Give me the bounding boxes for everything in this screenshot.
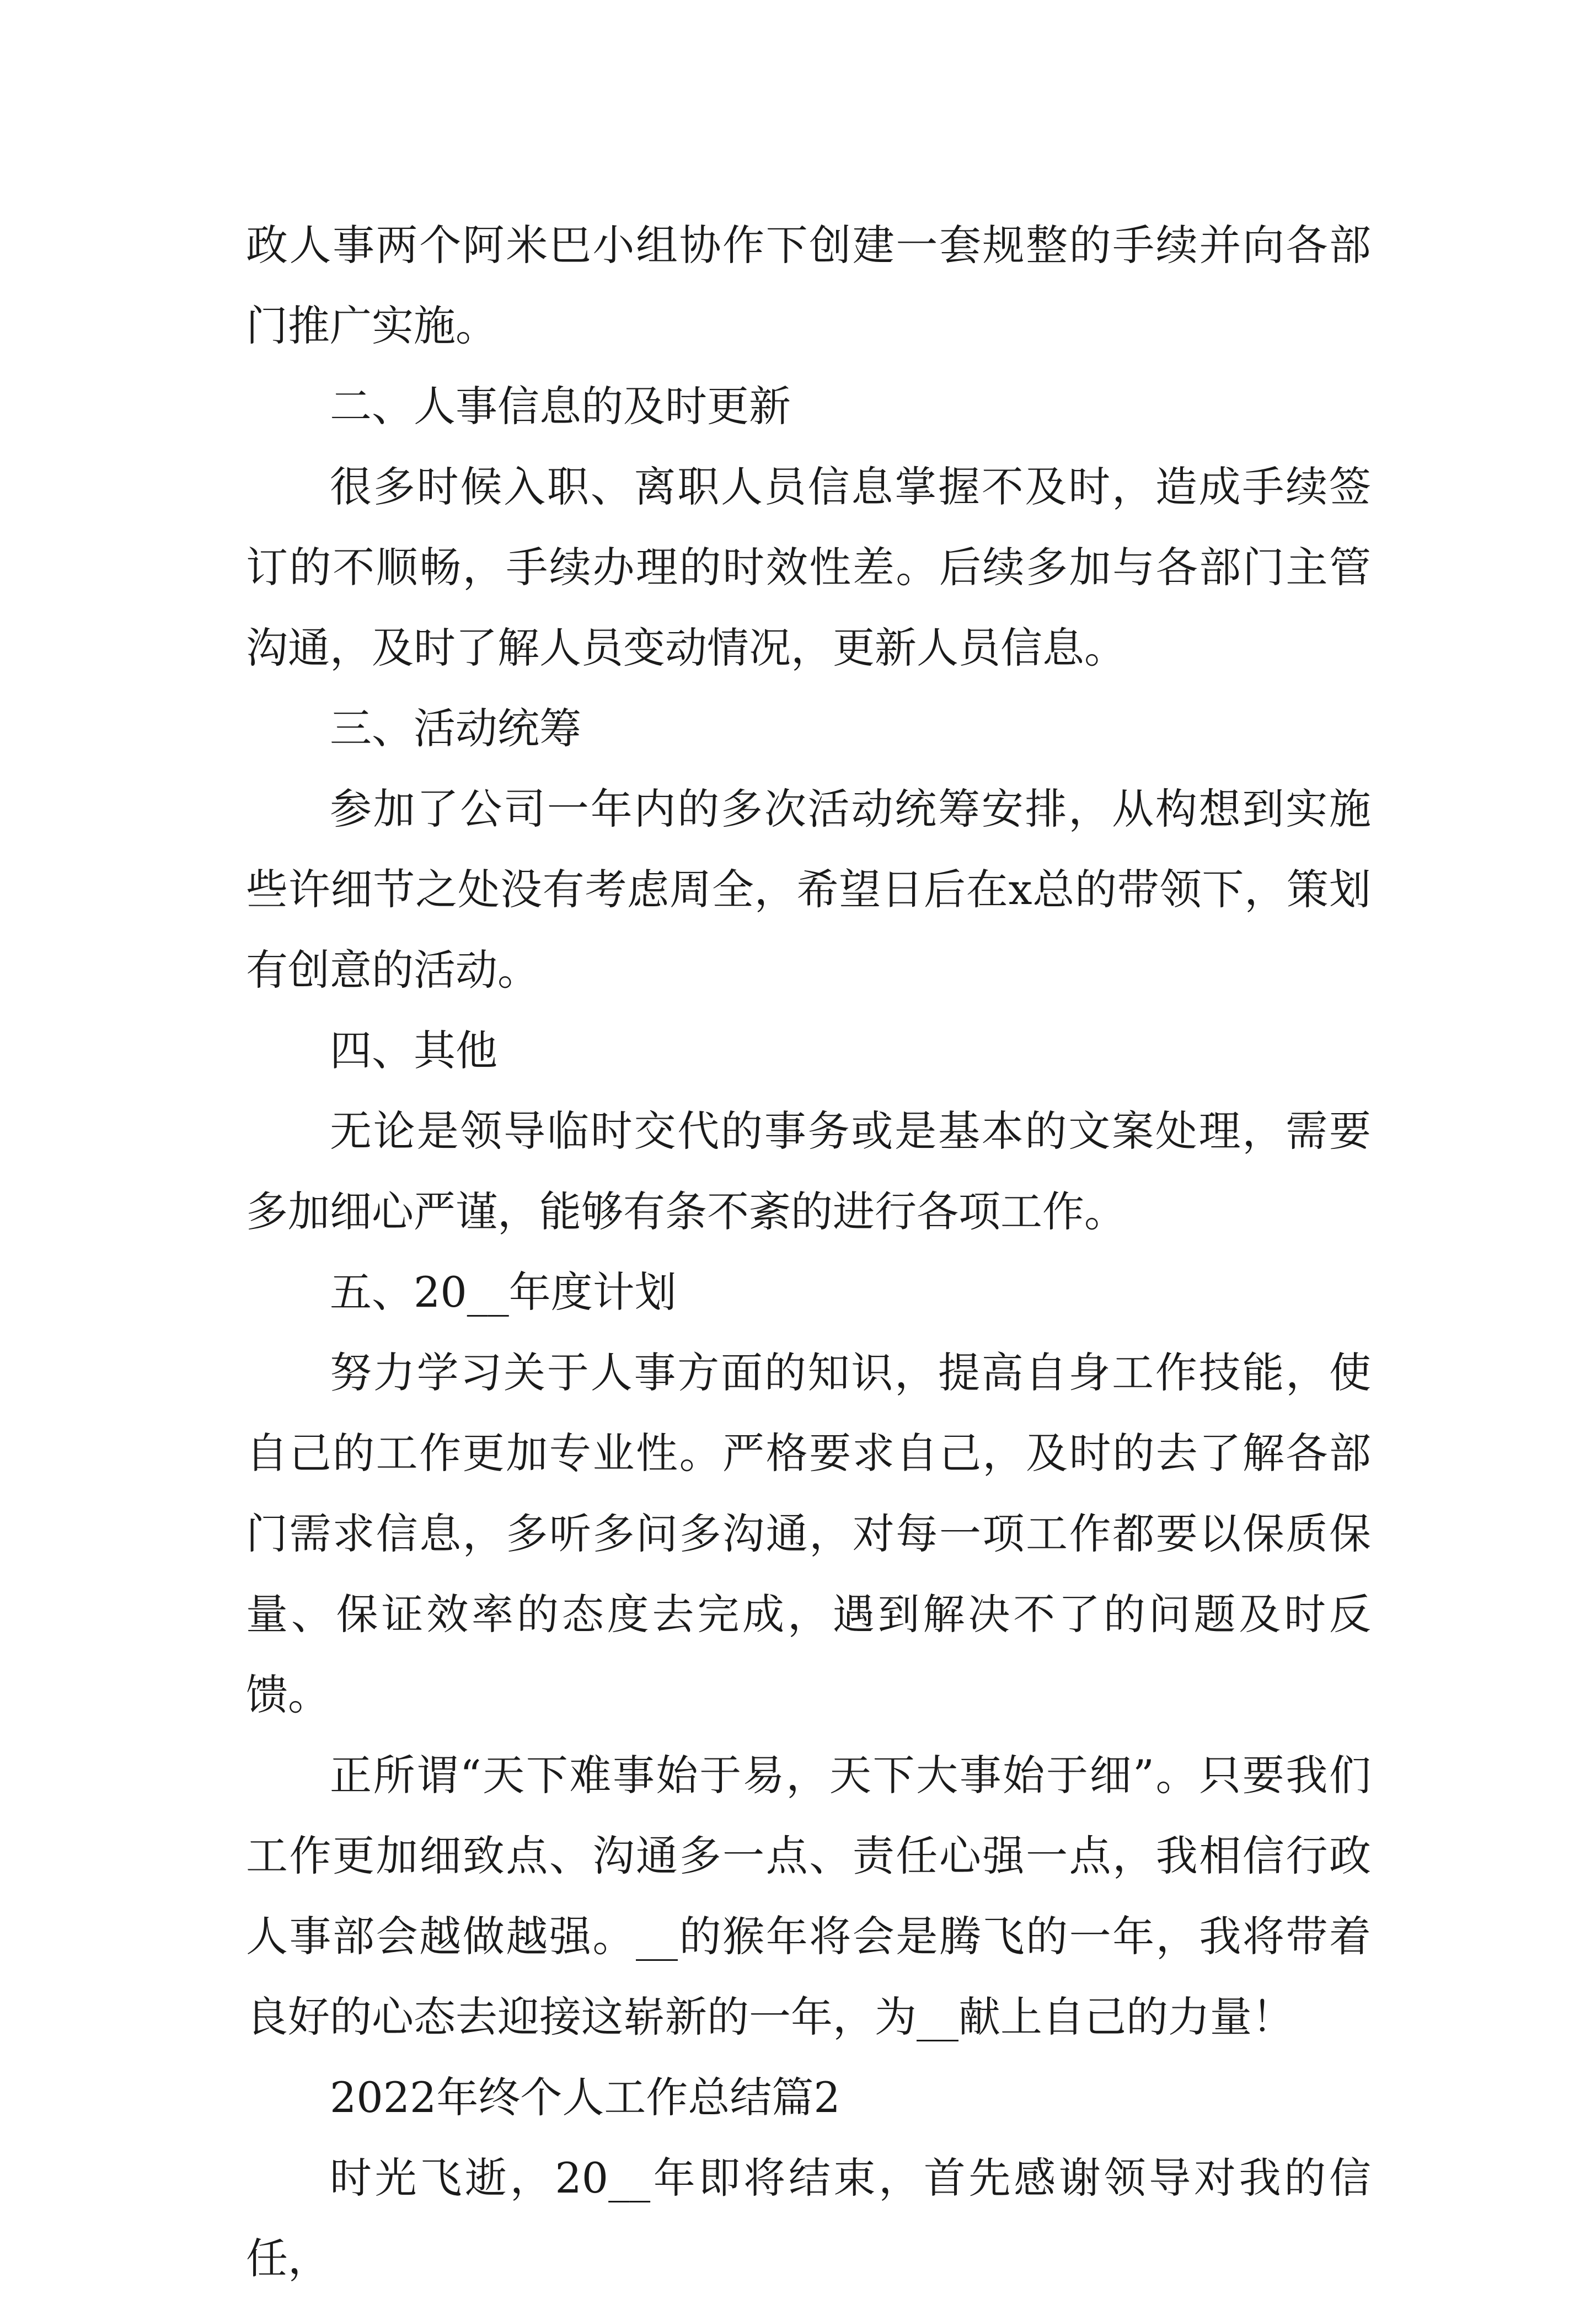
paragraph: 参加了公司一年内的多次活动统筹安排，从构想到实施些许细节之处没有考虑周全，希望日后在x总的带领下，策划有创意的活动。	[246, 784, 1371, 995]
document-body	[246, 205, 1371, 2299]
section-heading-5: 五、20__年度计划	[330, 1268, 677, 1317]
paragraph: 无论是领导临时交代的事务或是基本的文案处理，需要多加细心严谨，能够有条不紊的进行各项工作。	[246, 1106, 1371, 1236]
section-heading-3: 三、活动统筹	[330, 704, 581, 753]
paragraph: 时光飞逝，20__年即将结束，首先感谢领导对我的信任，	[246, 2153, 1371, 2283]
paragraph: 正所谓“天下难事始于易，天下大事始于细”。只要我们工作更加细致点、沟通多一点、责任心强一点，我相信行政人事部会越做越强。__的猴年将会是腾飞的一年，我将带着良好的心态去迎接这崭新的一年，为__献上自己的力量！	[246, 1751, 1371, 2041]
section-heading-4: 四、其他	[330, 1026, 497, 1075]
paragraph-continuation: 政人事两个阿米巴小组协作下创建一套规整的手续并向各部门推广实施。	[246, 221, 1371, 350]
paragraph: 努力学习关于人事方面的知识，提高自身工作技能，使自己的工作更加专业性。严格要求自己，及时的去了解各部门需求信息，多听多问多沟通，对每一项工作都要以保质保量、保证效率的态度去完成，遇到解决不了的问题及时反馈。	[246, 1348, 1371, 1719]
article-title: 2022年终个人工作总结篇2	[330, 2073, 840, 2122]
paragraph: 很多时候入职、离职人员信息掌握不及时，造成手续签订的不顺畅，手续办理的时效性差。后续多加与各部门主管沟通，及时了解人员变动情况，更新人员信息。	[246, 462, 1371, 672]
section-heading-2: 二、人事信息的及时更新	[330, 382, 791, 431]
